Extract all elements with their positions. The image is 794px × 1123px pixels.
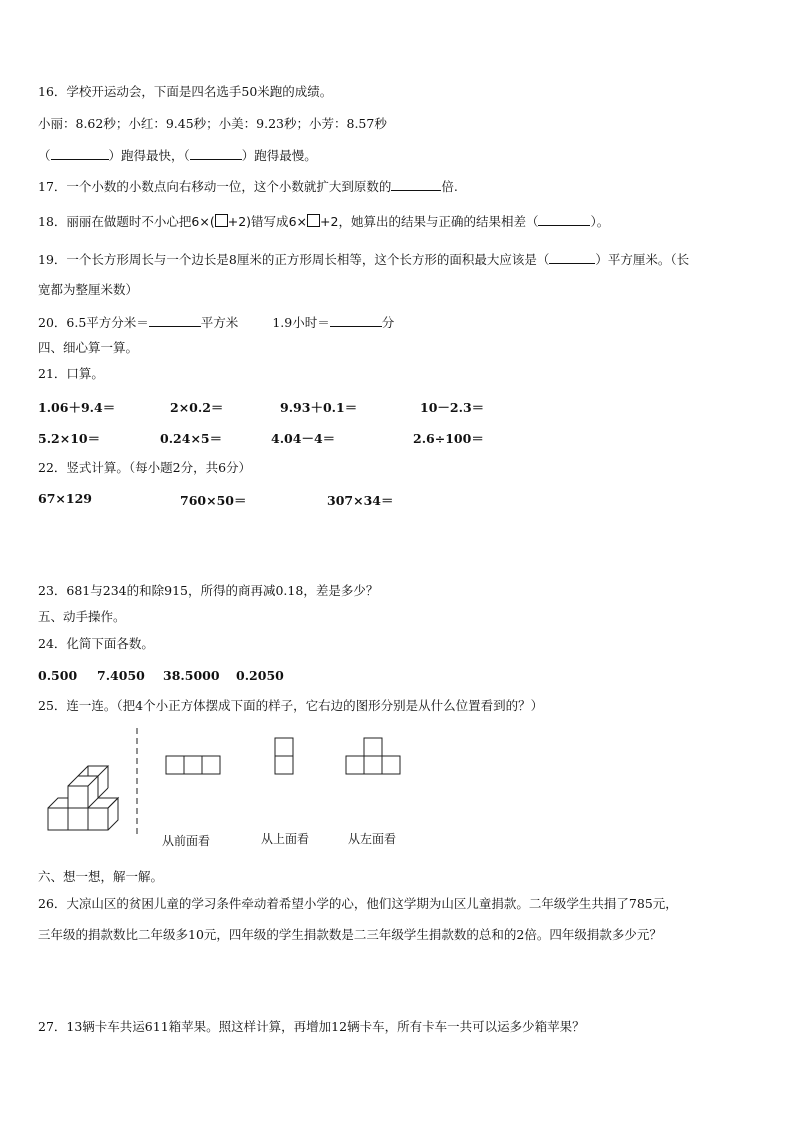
calc-1-3: 9.93＋0.1＝ <box>280 400 358 415</box>
answer-blank-fastest[interactable] <box>51 147 109 160</box>
expr2-part-a: 6× <box>288 214 307 229</box>
question-16-blanks <box>38 147 317 164</box>
question-26-line1: 26．大凉山区的贫困儿童的学习条件牵动着希望小学的心，他们这学期为山区儿童捐款。二年级学生共捐了785元， <box>38 896 678 911</box>
question-23: 23．681与234的和除915，所得的商再减0.18，差是多少？ <box>38 583 379 598</box>
question-17-end: 倍. <box>441 179 458 194</box>
section-6-heading: 六、想一想，解一解。 <box>38 869 164 884</box>
square-box-icon <box>215 214 228 227</box>
question-22-title: 22．竖式计算。（每小题2分，共6分） <box>38 460 252 475</box>
question-18-text-a: 18．丽丽在做题时不小心把 <box>38 214 192 229</box>
question-19-text: 19．一个长方形周长与一个边长是8厘米的正方形周长相等，这个长方形的面积最大应该是（ <box>38 252 550 267</box>
cube-stack-icon <box>48 766 118 830</box>
expr1-part-b: +2) <box>227 214 252 229</box>
question-19-line2: 宽都为整厘米数） <box>38 282 139 297</box>
calc-2-3: 4.04－4＝ <box>271 431 336 446</box>
question-20-unit-b: 分 <box>381 315 395 330</box>
question-18-text-c: ，她算出的结果与正确的结果相差（ <box>338 214 539 229</box>
calc-2-1: 5.2×10＝ <box>38 431 101 446</box>
question-25-title: 25．连一连。（把4个小正方体摆成下面的样子，它右边的图形分别是从什么位置看到的？） <box>38 698 544 713</box>
answer-blank-20a[interactable] <box>149 314 201 327</box>
question-16-title: 16．学校开运动会，下面是四名选手50米跑的成绩。 <box>38 84 333 99</box>
section-5-heading: 五、动手操作。 <box>38 609 126 624</box>
question-20-part-c: 1.9小时＝ <box>272 315 330 330</box>
question-16-results: 小丽：8.62秒；小红：9.45秒；小美：9.23秒；小芳：8.57秒 <box>38 116 387 131</box>
caption-top-view: 从上面看 <box>261 832 310 846</box>
question-20 <box>38 314 394 331</box>
vertical-calc-3: 307×34＝ <box>327 493 394 508</box>
question-21-title: 21．口算。 <box>38 366 104 381</box>
answer-blank-17[interactable] <box>391 178 441 191</box>
answer-blank-20b[interactable] <box>330 314 382 327</box>
expr1-part-a: 6×( <box>191 214 215 229</box>
decimal-1: 0.500 <box>38 668 78 683</box>
question-19-end: ）平方厘米。（长 <box>595 252 690 267</box>
question-16-end-text: ）跑得最慢。 <box>241 148 317 163</box>
calc-1-2: 2×0.2＝ <box>170 400 224 415</box>
question-20-unit-a: 平方米 <box>200 315 239 330</box>
question-18 <box>38 213 609 230</box>
question-17-text: 17．一个小数的小数点向右移动一位，这个小数就扩大到原数的 <box>38 179 392 194</box>
question-18-text-b: 错写成 <box>251 214 289 229</box>
question-16-mid-text: ）跑得最快，（ <box>108 148 190 163</box>
decimal-2: 7.4050 <box>97 668 145 683</box>
paren-open: （ <box>38 148 51 163</box>
calc-1-1: 1.06＋9.4＝ <box>38 400 116 415</box>
question-24-title: 24．化简下面各数。 <box>38 636 154 651</box>
vertical-calc-2: 760×50＝ <box>180 493 247 508</box>
calc-2-2: 0.24×5＝ <box>160 431 223 446</box>
caption-left-view: 从左面看 <box>348 832 397 846</box>
front-view-shape <box>166 756 220 774</box>
decimal-3: 38.5000 <box>163 668 220 683</box>
question-20-part-a: 20．6.5平方分米＝ <box>38 315 149 330</box>
vertical-calc-1: 67×129 <box>38 491 92 506</box>
answer-blank-18[interactable] <box>538 213 590 226</box>
top-view-shape <box>275 738 293 774</box>
caption-front-view: 从前面看 <box>162 834 211 848</box>
decimal-4: 0.2050 <box>236 668 284 683</box>
cube-figure-diagram <box>40 724 420 844</box>
question-26-line2: 三年级的捐款数比二年级多10元，四年级的学生捐款数是二三年级学生捐款数的总和的2倍。四年级捐款多少元？ <box>38 927 662 942</box>
answer-blank-slowest[interactable] <box>190 147 242 160</box>
square-box-icon <box>307 214 320 227</box>
question-17 <box>38 178 458 195</box>
calc-2-4: 2.6÷100＝ <box>413 431 484 446</box>
expr2-part-b: +2 <box>320 214 339 229</box>
calc-1-4: 10－2.3＝ <box>420 400 485 415</box>
question-27: 27．13辆卡车共运611箱苹果。照这样计算，再增加12辆卡车，所有卡车一共可以运多少箱苹果？ <box>38 1019 585 1034</box>
expression-wrong <box>289 214 339 229</box>
question-18-end: ）。 <box>590 214 610 229</box>
answer-blank-19[interactable] <box>549 251 595 264</box>
section-4-heading: 四、细心算一算。 <box>38 340 139 355</box>
question-19-line1 <box>38 251 689 268</box>
left-view-shape <box>346 738 400 774</box>
expression-correct <box>191 214 251 229</box>
